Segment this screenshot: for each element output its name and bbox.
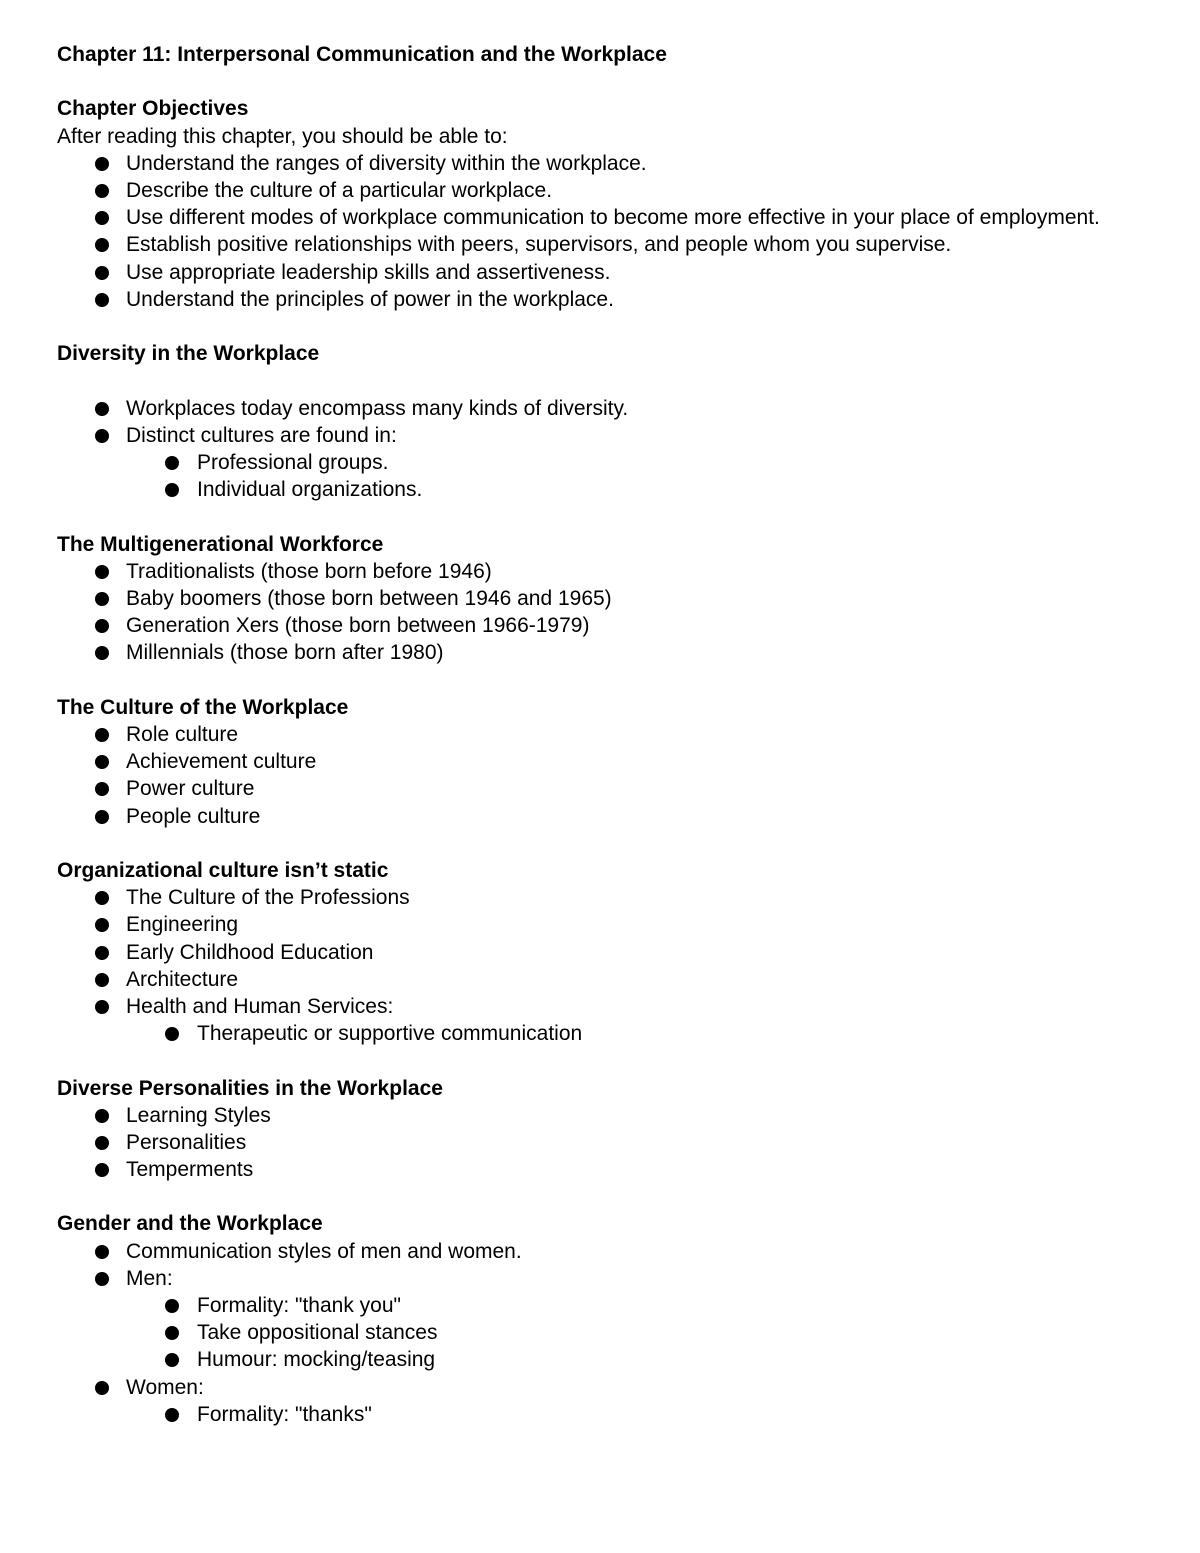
bullet-icon [165,483,179,497]
sub-list-item: Individual organizations. [57,476,1157,503]
spacer [57,1183,1157,1210]
list-item: Use different modes of workplace communication to become more effective in your place of employment. [57,204,1157,231]
list-item: Health and Human Services: [57,993,1157,1020]
bullet-icon [95,973,109,987]
sub-list-item: Take oppositional stances [57,1319,1157,1346]
list-item: Baby boomers (those born between 1946 and 1965) [57,585,1157,612]
sub-list-item: Formality: "thanks" [57,1401,1157,1428]
bullet-icon [165,1408,179,1422]
section-heading-culture: The Culture of the Workplace [57,695,349,719]
bullet-icon [95,1163,109,1177]
list-item: Describe the culture of a particular workplace. [57,177,1157,204]
bullet-icon [95,1381,109,1395]
bullet-icon [95,1245,109,1259]
list-item: Workplaces today encompass many kinds of diversity. [57,395,1157,422]
bullet-icon [95,1109,109,1123]
section-heading-gender: Gender and the Workplace [57,1212,323,1236]
bullet-icon [165,456,179,470]
list-item: Architecture [57,966,1157,993]
objectives-list [57,150,1157,313]
list-item: Traditionalists (those born before 1946) [57,558,1157,585]
bullet-icon [95,755,109,769]
sub-list-item: Formality: "thank you" [57,1292,1157,1319]
section-heading-objectives: Chapter Objectives [57,97,249,121]
list-item: Use appropriate leadership skills and assertiveness. [57,259,1157,286]
list-item: Understand the principles of power in the workplace. [57,286,1157,313]
bullet-icon [95,184,109,198]
sub-list-item: Professional groups. [57,449,1157,476]
list-item: Personalities [57,1129,1157,1156]
document-page [57,41,1157,1428]
bullet-icon [95,946,109,960]
spacer [57,313,1157,340]
culture-list [57,721,1157,830]
bullet-icon [95,402,109,416]
spacer [57,503,1157,530]
diversity-list [57,395,1157,504]
spacer [57,830,1157,857]
sub-list-item: Humour: mocking/teasing [57,1346,1157,1373]
bullet-icon [95,157,109,171]
bullet-icon [95,782,109,796]
list-item: Engineering [57,911,1157,938]
bullet-icon [95,619,109,633]
list-item: Communication styles of men and women. [57,1238,1157,1265]
bullet-icon [95,891,109,905]
bullet-icon [95,728,109,742]
list-item: Women: [57,1374,1157,1401]
bullet-icon [95,1272,109,1286]
bullet-icon [95,266,109,280]
spacer [57,367,1157,394]
list-item: Generation Xers (those born between 1966-1979) [57,612,1157,639]
bullet-icon [95,592,109,606]
section-heading-org-culture: Organizational culture isn’t static [57,858,389,882]
bullet-icon [95,918,109,932]
list-item: Understand the ranges of diversity within the workplace. [57,150,1157,177]
bullet-icon [165,1326,179,1340]
org-culture-list [57,884,1157,1047]
list-item: Role culture [57,721,1157,748]
list-item: Early Childhood Education [57,939,1157,966]
list-item: Millennials (those born after 1980) [57,639,1157,666]
bullet-icon [95,565,109,579]
list-item: People culture [57,803,1157,830]
bullet-icon [165,1027,179,1041]
list-item: Distinct cultures are found in: [57,422,1157,449]
list-item: Achievement culture [57,748,1157,775]
bullet-icon [95,429,109,443]
spacer [57,68,1157,95]
bullet-icon [165,1299,179,1313]
spacer [57,1047,1157,1074]
chapter-title: Chapter 11: Interpersonal Communication and the Workplace [57,43,667,66]
section-heading-personalities: Diverse Personalities in the Workplace [57,1076,443,1100]
sub-list-item: Therapeutic or supportive communication [57,1020,1157,1047]
list-item: Power culture [57,775,1157,802]
list-item: Establish positive relationships with peers, supervisors, and people whom you supervise. [57,231,1157,258]
bullet-icon [95,646,109,660]
objectives-intro: After reading this chapter, you should be able to: [57,124,508,148]
list-item: Temperments [57,1156,1157,1183]
gender-list [57,1238,1157,1428]
section-heading-multigenerational: The Multigenerational Workforce [57,532,384,556]
bullet-icon [95,1136,109,1150]
bullet-icon [95,293,109,307]
bullet-icon [95,238,109,252]
bullet-icon [95,1000,109,1014]
bullet-icon [95,211,109,225]
list-item: Learning Styles [57,1102,1157,1129]
bullet-icon [165,1353,179,1367]
multigenerational-list [57,558,1157,667]
bullet-icon [95,810,109,824]
section-heading-diversity: Diversity in the Workplace [57,342,320,366]
spacer [57,667,1157,694]
list-item: The Culture of the Professions [57,884,1157,911]
list-item: Men: [57,1265,1157,1292]
personalities-list [57,1102,1157,1184]
